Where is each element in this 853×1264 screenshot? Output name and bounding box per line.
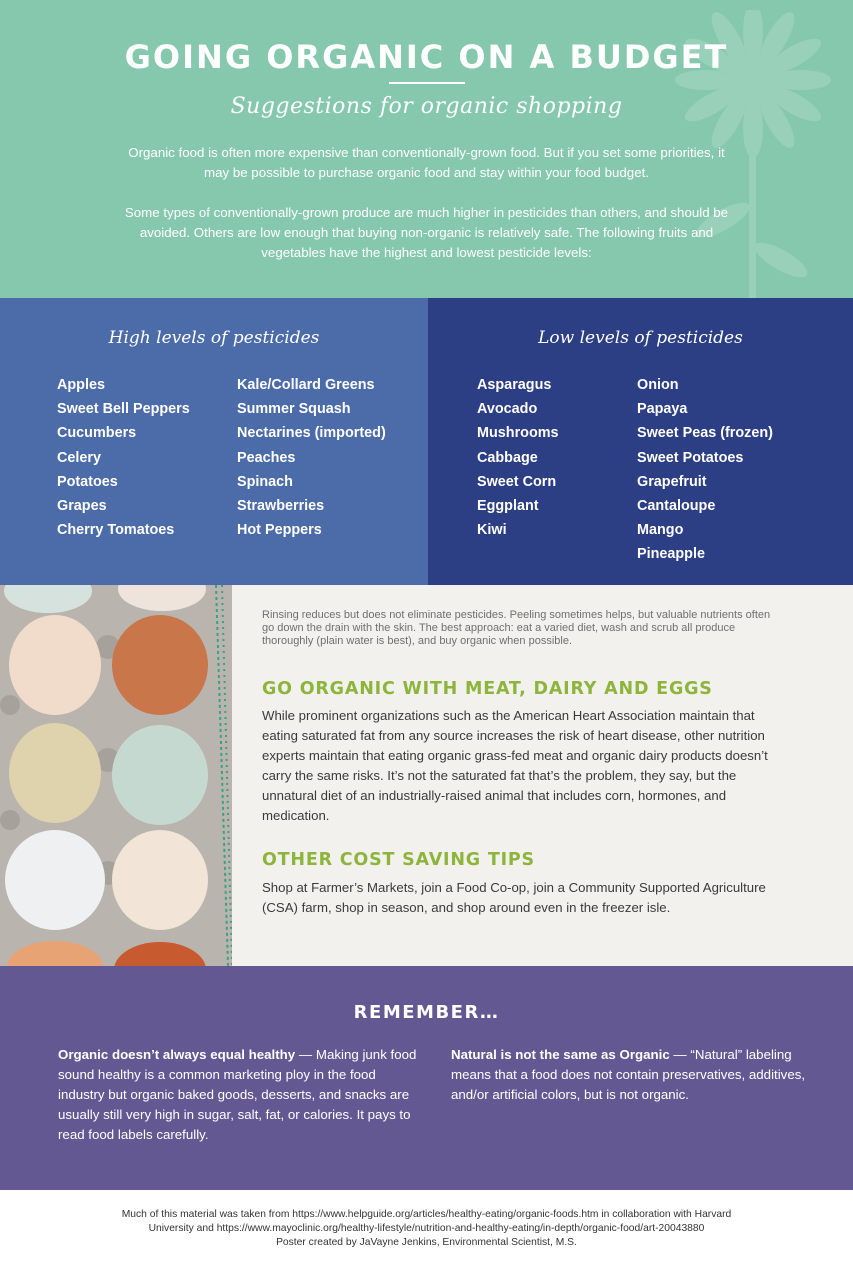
footer-source-line-1: Much of this material was taken from https://www.helpguide.org/articles/healthy-eating/organic-foods.htm in collaboration with Harvard <box>121 1209 732 1220</box>
remember-natural-heading: Natural is not the same as Organic <box>451 1047 670 1062</box>
produce-item: Sweet Peas (frozen) <box>637 425 773 442</box>
produce-item: Mushrooms <box>477 425 559 442</box>
produce-item: Kale/Collard Greens <box>237 377 375 393</box>
footer-author: Poster created by JaVayne Jenkins, Environmental Scientist, M.S. <box>276 1237 577 1248</box>
produce-item: Cucumbers <box>57 425 137 442</box>
low-list-right <box>637 373 773 567</box>
produce-item: Eggplant <box>477 497 539 514</box>
produce-item: Onion <box>637 377 679 393</box>
produce-item: Cantaloupe <box>637 497 716 514</box>
produce-item: Nectarines (imported) <box>237 425 386 442</box>
remember-healthy-text: — Making junk food sound healthy is a common marketing ploy in the food industry but organic baked goods, desserts, and snacks are usually still very high in sugar, salt, fat, or calories. It pays to read food labels carefully. <box>58 1047 417 1142</box>
produce-item: Sweet Bell Peppers <box>57 401 190 418</box>
produce-item: Asparagus <box>477 377 552 393</box>
high-pesticides-panel <box>0 298 428 585</box>
rinse-note: Rinsing reduces but does not eliminate pesticides. Peeling sometimes helps, but valuable nutrients often go down the drain with the skin. The best approach: eat a varied diet, wash and scrub all produce thoroughly (plain water is best), and buy organic when possible. <box>262 609 771 647</box>
produce-item: Celery <box>57 449 102 466</box>
intro-paragraph-1: Organic food is often more expensive than conventionally-grown food. But if you set some priorities, it may be possible to purchase organic food and stay within your food budget. <box>128 145 725 180</box>
remember-section <box>0 966 853 1190</box>
remember-natural-text: — “Natural” labeling means that a food does not contain preservatives, additives, and/or artificial colors, but is not organic. <box>451 1047 806 1102</box>
low-list-left <box>477 373 559 542</box>
low-pesticides-panel <box>428 298 853 585</box>
high-list-left <box>57 373 190 542</box>
produce-item: Kiwi <box>477 522 507 539</box>
low-pesticides-title: Low levels of pesticides <box>538 328 743 348</box>
cost-saving-body: Shop at Farmer’s Markets, join a Food Co-op, join a Community Supported Agriculture (CSA) farm, shop in season, and shop around even in the freezer isle. <box>262 880 766 915</box>
meat-dairy-eggs-body: While prominent organizations such as the American Heart Association maintain that eating saturated fat from any source increases the risk of heart disease, other nutrition experts maintain that eating organic grass-fed meat and organic dairy products doesn’t carry the same risks. It’s not the saturated fat that’s the problem, they say, but the unnatural diet of an industrially-raised animal that includes corn, hormones, and medication. <box>262 708 768 823</box>
high-list-right <box>237 373 386 542</box>
produce-item: Papaya <box>637 401 688 418</box>
produce-item: Sweet Potatoes <box>637 449 744 466</box>
remember-title: REMEMBER… <box>353 1002 500 1023</box>
produce-item: Hot Peppers <box>237 522 322 539</box>
produce-item: Potatoes <box>57 473 118 490</box>
produce-item: Grapefruit <box>637 473 707 490</box>
produce-item: Mango <box>637 522 684 539</box>
intro-paragraph-2: Some types of conventionally-grown produce are much higher in pesticides than others, and should be avoided. Others are low enough that buying non-organic is relatively safe. The following fruits and vegetables have the highest and lowest pesticide levels: <box>124 205 729 260</box>
cost-saving-heading: OTHER COST SAVING TIPS <box>262 850 535 870</box>
page-title: GOING ORGANIC ON A BUDGET <box>124 38 729 76</box>
produce-item: Pineapple <box>637 546 705 563</box>
tips-section <box>0 585 853 966</box>
produce-item: Spinach <box>237 473 293 490</box>
header-banner <box>0 0 853 298</box>
produce-item: Peaches <box>237 449 296 466</box>
egg-carton-photo-icon <box>0 585 232 966</box>
remember-healthy-heading: Organic doesn’t always equal healthy <box>58 1047 296 1062</box>
footer-source-line-2: University and https://www.mayoclinic.org/healthy-lifestyle/nutrition-and-healthy-eating/in-depth/organic-food/art-20043880 <box>148 1223 705 1234</box>
produce-item: Summer Squash <box>237 401 351 418</box>
meat-dairy-eggs-heading: GO ORGANIC WITH MEAT, DAIRY AND EGGS <box>262 679 713 699</box>
title-divider <box>389 82 465 84</box>
produce-item: Grapes <box>57 497 107 514</box>
produce-item: Cherry Tomatoes <box>57 522 175 539</box>
remember-healthy-note <box>58 1045 418 1145</box>
produce-item: Apples <box>57 377 105 393</box>
produce-item: Sweet Corn <box>477 473 557 490</box>
produce-item: Strawberries <box>237 497 325 514</box>
remember-natural-note <box>451 1045 811 1105</box>
page-subtitle: Suggestions for organic shopping <box>230 94 623 119</box>
produce-item: Cabbage <box>477 449 538 466</box>
footer-credits <box>20 1208 833 1250</box>
produce-item: Avocado <box>477 401 538 418</box>
high-pesticides-title: High levels of pesticides <box>108 328 320 348</box>
